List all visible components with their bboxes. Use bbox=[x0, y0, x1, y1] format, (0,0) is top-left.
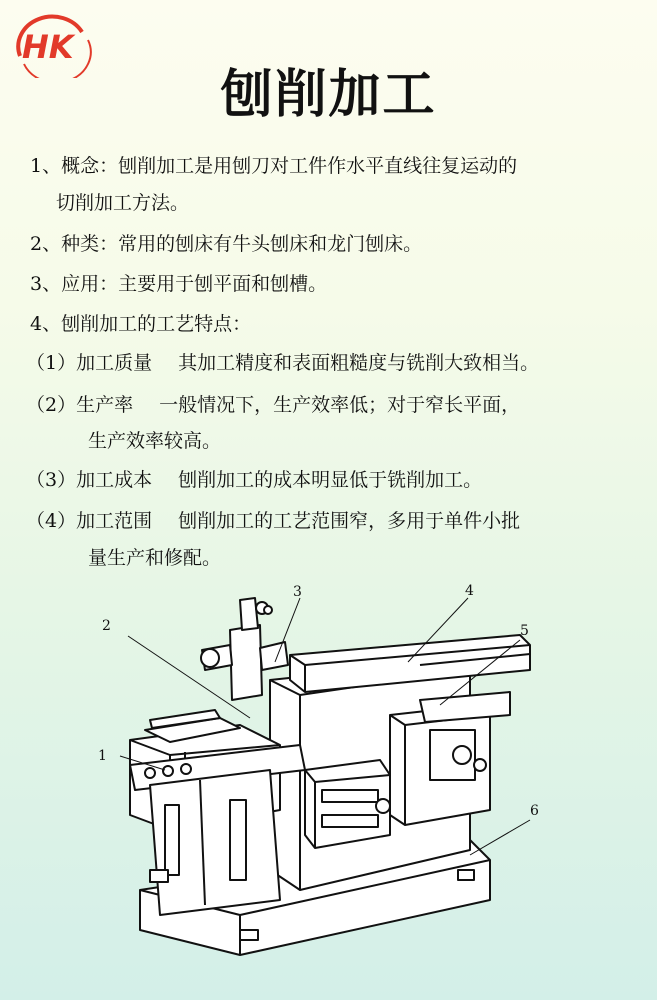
item-3-text: 主要用于刨平面和刨槽。 bbox=[118, 273, 328, 295]
logo-text: HK bbox=[22, 28, 74, 66]
feature-4-label: 加工范围 bbox=[76, 510, 153, 532]
callout-6: 6 bbox=[530, 803, 539, 819]
feature-3-label: 加工成本 bbox=[76, 469, 153, 491]
item-2-text: 常用的刨床有牛头刨床和龙门刨床。 bbox=[118, 233, 423, 255]
feature-4-cont: 量生产和修配。 bbox=[88, 547, 222, 569]
feature-2 bbox=[26, 393, 520, 417]
feature-2-cont: 生产效率较高。 bbox=[88, 430, 222, 452]
feature-2-label: 生产率 bbox=[76, 394, 134, 416]
feature-3-text: 刨削加工的成本明显低于铣削加工。 bbox=[178, 469, 483, 491]
item-2 bbox=[30, 232, 422, 256]
item-3-num: 3、 bbox=[30, 273, 62, 295]
item-1 bbox=[30, 154, 517, 178]
feature-4-num: （4） bbox=[26, 510, 77, 532]
feature-2-num: （2） bbox=[26, 394, 77, 416]
item-3-label: 应用： bbox=[61, 273, 119, 295]
feature-3-num: （3） bbox=[26, 469, 77, 491]
item-1-label: 概念： bbox=[61, 155, 119, 177]
feature-1 bbox=[26, 351, 539, 375]
feature-3 bbox=[26, 468, 482, 492]
shaper-machine-drawing bbox=[90, 570, 570, 990]
item-4 bbox=[30, 312, 251, 336]
item-4-label: 刨削加工的工艺特点： bbox=[61, 313, 252, 335]
feature-1-text: 其加工精度和表面粗糙度与铣削大致相当。 bbox=[178, 352, 540, 374]
feature-4-text: 刨削加工的工艺范围窄，多用于单件小批 bbox=[178, 510, 521, 532]
feature-2-text: 一般情况下，生产效率低；对于窄长平面， bbox=[159, 394, 521, 416]
page-title: 刨削加工 bbox=[220, 65, 437, 125]
callout-2: 2 bbox=[102, 618, 111, 634]
item-2-num: 2、 bbox=[30, 233, 62, 255]
feature-1-label: 加工质量 bbox=[76, 352, 153, 374]
item-2-label: 种类： bbox=[61, 233, 119, 255]
item-1-text: 刨削加工是用刨刀对工件作水平直线往复运动的 bbox=[118, 155, 518, 177]
item-1-num: 1、 bbox=[30, 155, 62, 177]
shaper-machine-figure bbox=[90, 570, 570, 990]
feature-4 bbox=[26, 509, 520, 533]
item-4-num: 4、 bbox=[30, 313, 62, 335]
callout-4: 4 bbox=[465, 583, 474, 599]
callout-5: 5 bbox=[520, 623, 529, 639]
feature-1-num: （1） bbox=[26, 352, 77, 374]
callout-1: 1 bbox=[98, 748, 107, 764]
item-3 bbox=[30, 272, 327, 296]
item-1-cont: 切削加工方法。 bbox=[56, 192, 190, 214]
callout-3: 3 bbox=[293, 584, 302, 600]
